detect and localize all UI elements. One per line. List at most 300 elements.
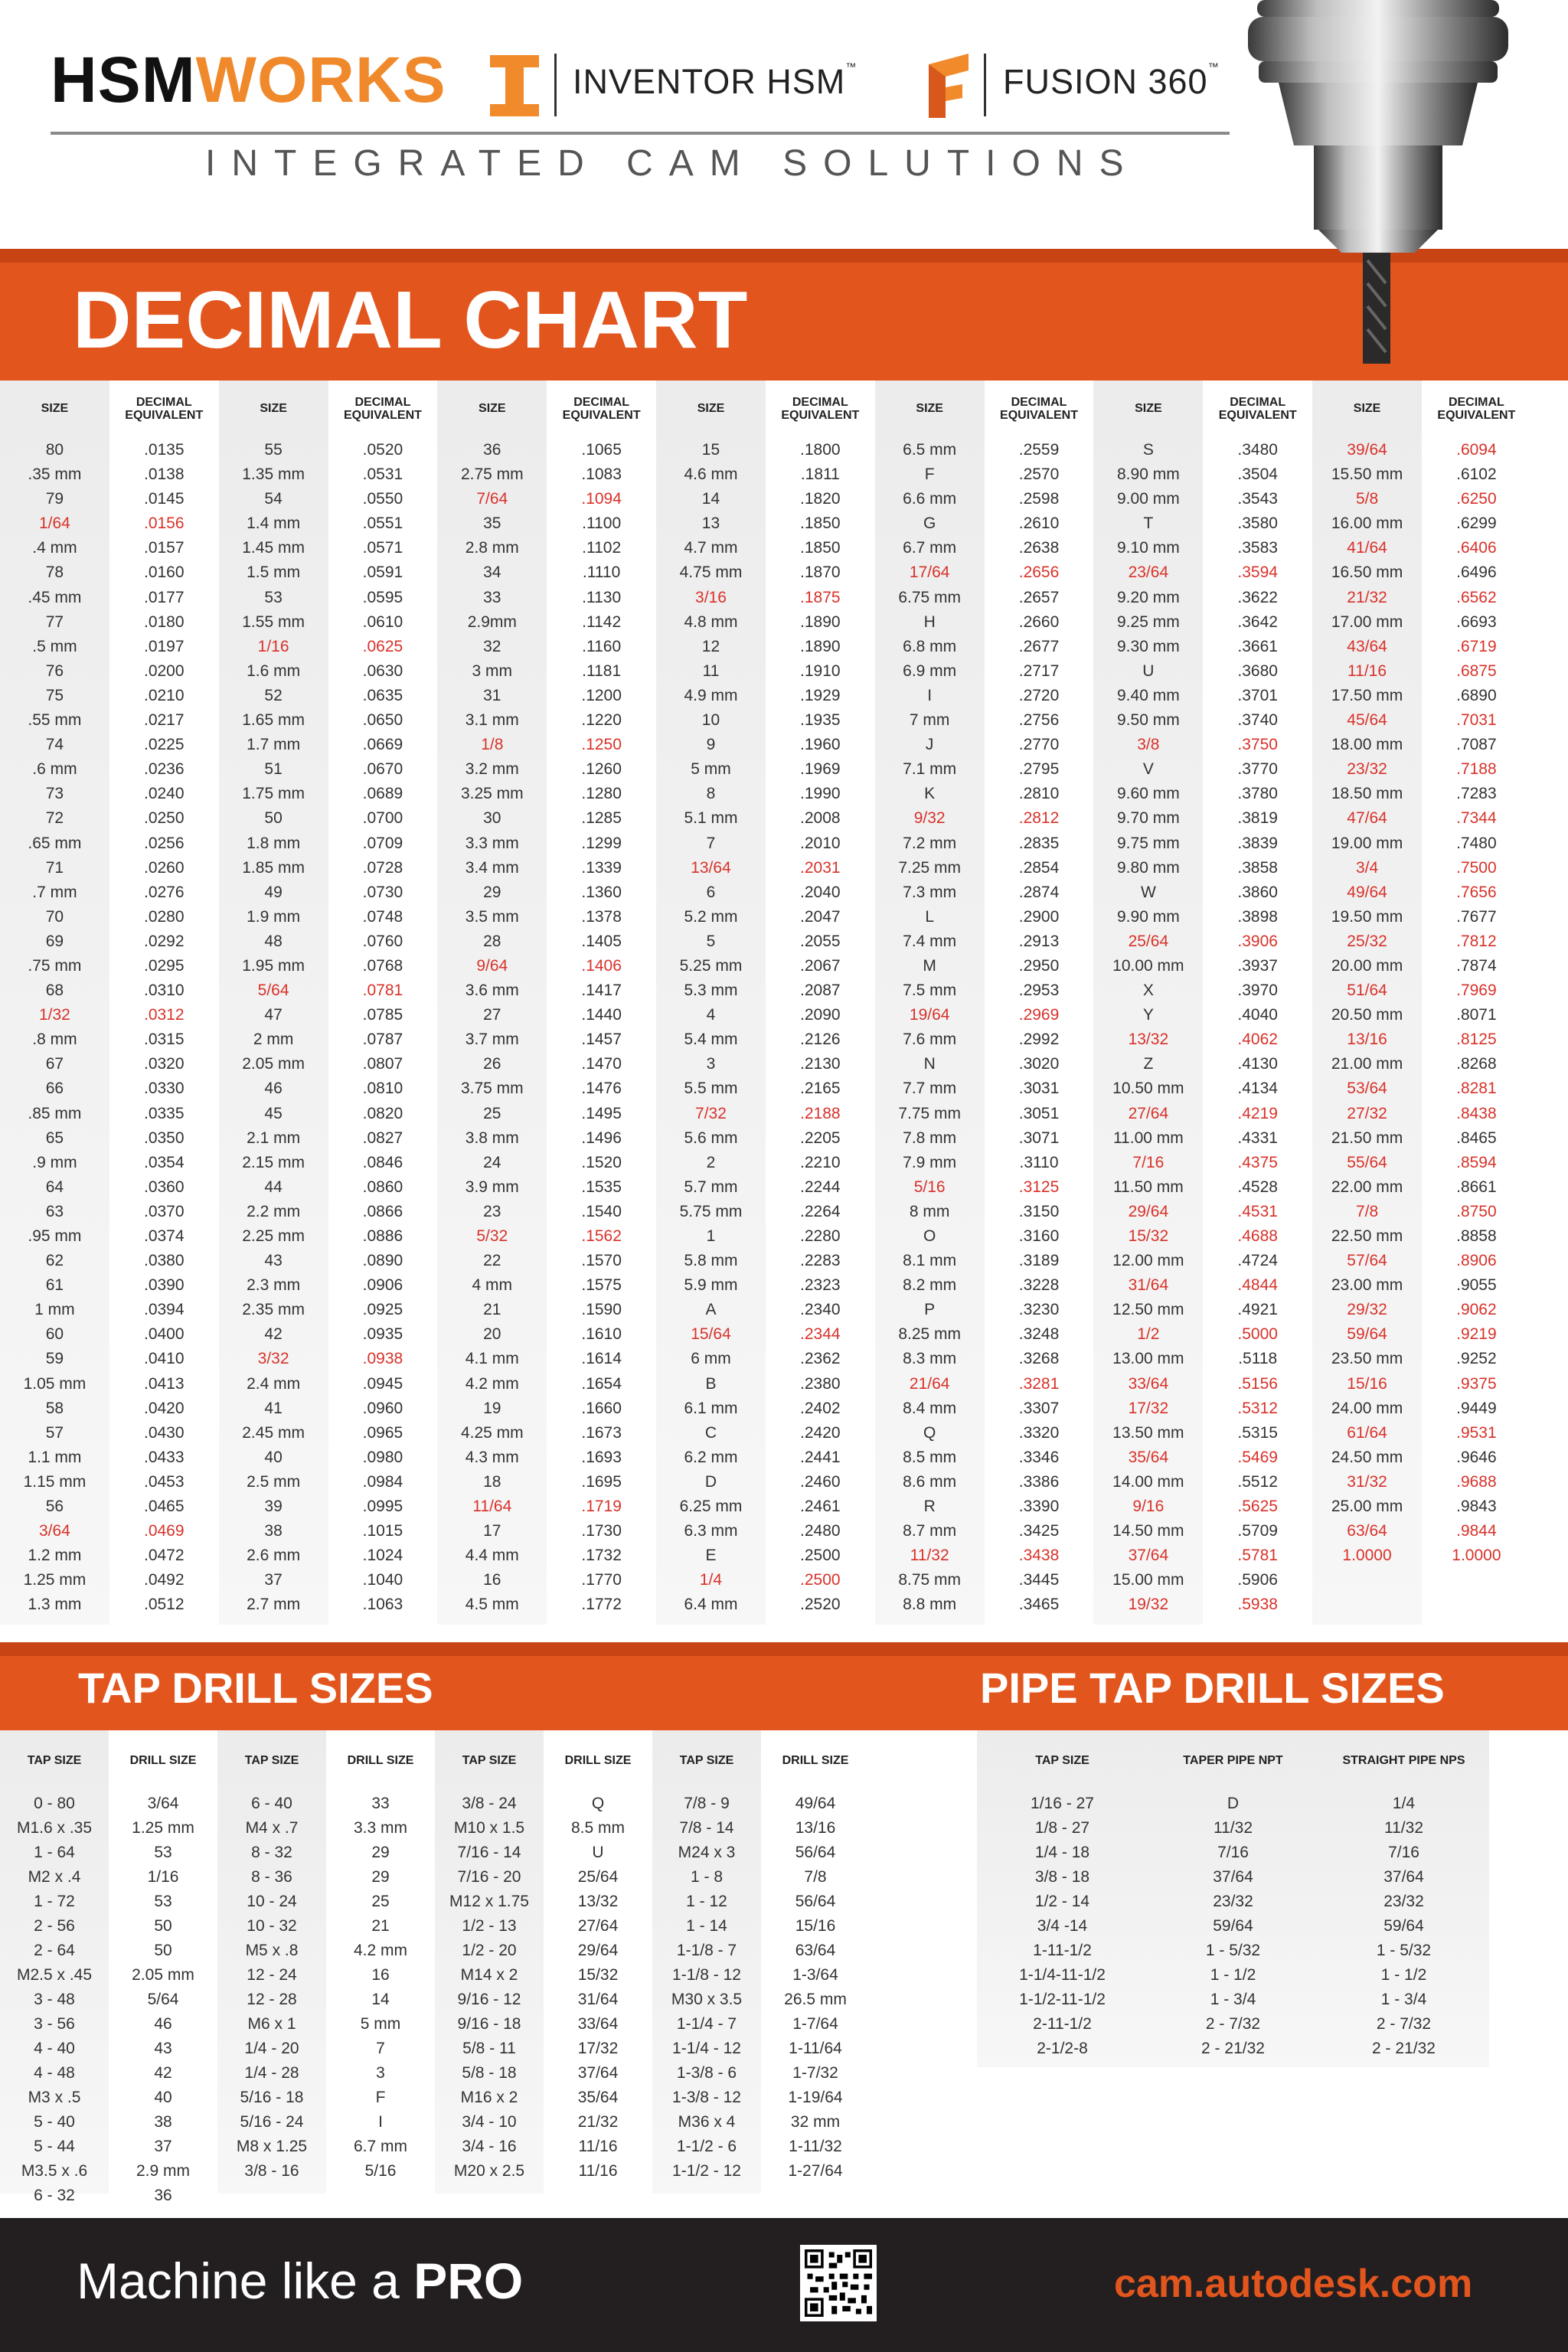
table-cell: 1.2 mm <box>28 1547 82 1565</box>
table-cell: M10 x 1.5 <box>453 1819 525 1837</box>
table-cell: 50 <box>264 809 283 828</box>
table-cell: 1.0000 <box>1452 1547 1501 1565</box>
table-cell: .0945 <box>362 1374 403 1393</box>
table-cell: 23/32 <box>1383 1893 1424 1910</box>
table-cell: 2 <box>706 1153 716 1171</box>
table-cell: .0890 <box>362 1252 403 1270</box>
table-cell: .3680 <box>1237 662 1278 680</box>
table-cell: 27/32 <box>1347 1104 1387 1122</box>
table-cell: M20 x 2.5 <box>453 2162 525 2180</box>
table-cell: .3642 <box>1237 612 1278 631</box>
fusion-360-label: FUSION 360™ <box>1003 60 1220 101</box>
table-cell: 7.2 mm <box>903 834 957 852</box>
table-cell: .85 mm <box>28 1104 82 1122</box>
table-cell: 1/32 <box>38 1006 70 1024</box>
table-cell: 79 <box>45 490 64 508</box>
table-cell: 1.25 mm <box>23 1571 87 1589</box>
table-cell: .0390 <box>143 1276 185 1295</box>
table-cell: 71 <box>45 858 64 877</box>
table-cell: .2280 <box>800 1227 841 1245</box>
table-cell: 1.65 mm <box>242 711 305 730</box>
table-cell: .2854 <box>1018 858 1060 877</box>
table-cell: .3543 <box>1237 490 1278 508</box>
table-cell: .3819 <box>1237 809 1278 828</box>
table-cell: 1.8 mm <box>247 834 301 852</box>
table-cell: 8.5 mm <box>903 1448 957 1466</box>
table-cell: 8 <box>706 785 716 803</box>
table-cell: .6562 <box>1456 588 1497 606</box>
table-cell: .0669 <box>362 736 403 754</box>
table-cell: .2500 <box>800 1547 841 1565</box>
table-cell: 16 <box>371 1966 390 1984</box>
table-cell: 41/64 <box>1347 539 1387 557</box>
table-cell: .7812 <box>1456 932 1497 950</box>
table-cell: .0630 <box>362 662 403 680</box>
table-cell: .4219 <box>1237 1104 1278 1122</box>
table-cell: .8594 <box>1456 1153 1497 1171</box>
decimal-column <box>1422 381 1531 1625</box>
table-cell: .0995 <box>362 1498 403 1516</box>
table-cell: .0965 <box>362 1423 403 1442</box>
table-cell: H <box>923 612 936 631</box>
table-cell: 49/64 <box>795 1795 836 1812</box>
table-cell: 30 <box>483 809 501 828</box>
table-cell: .2205 <box>800 1129 841 1147</box>
table-cell: 51/64 <box>1347 982 1387 1000</box>
table-cell: .1200 <box>581 686 622 704</box>
table-cell: .1495 <box>581 1104 622 1122</box>
table-cell: 5.4 mm <box>684 1031 738 1049</box>
table-cell: .1100 <box>582 514 622 533</box>
table-cell: 12 <box>701 637 720 655</box>
table-cell: 8 - 36 <box>251 1868 292 1886</box>
table-cell: 1.1 mm <box>28 1448 82 1466</box>
table-cell: 7.8 mm <box>903 1129 957 1147</box>
table-cell: .1496 <box>581 1129 622 1147</box>
table-cell: M1.6 x .35 <box>16 1819 93 1837</box>
table-cell: .0728 <box>362 858 403 877</box>
table-cell: 59 <box>45 1350 64 1368</box>
table-cell: 15/16 <box>1347 1374 1387 1393</box>
table-cell: 15/32 <box>577 1966 619 1984</box>
column-header: DECIMAL EQUIVALENT <box>562 395 641 422</box>
table-cell: 4.7 mm <box>684 539 738 557</box>
table-cell: .3125 <box>1018 1178 1060 1196</box>
table-cell: 73 <box>45 785 64 803</box>
table-cell: .0180 <box>143 612 185 631</box>
table-cell: .0433 <box>143 1448 185 1466</box>
size-column <box>437 381 547 1625</box>
table-cell: .2795 <box>1018 760 1060 779</box>
table-cell: 1 - 1/2 <box>1380 1966 1427 1984</box>
table-cell: 16.00 mm <box>1331 514 1403 533</box>
column-header: TAP SIZE <box>244 1753 299 1767</box>
table-cell: 1-7/64 <box>792 2015 838 2033</box>
table-cell: K <box>924 785 936 803</box>
table-cell: 26.5 mm <box>784 1991 847 2008</box>
table-cell: .0138 <box>143 466 185 484</box>
table-cell: .3230 <box>1018 1301 1060 1319</box>
table-cell: .2874 <box>1018 883 1060 901</box>
table-cell: 9/16 <box>1132 1498 1165 1516</box>
table-cell: .2344 <box>800 1325 841 1344</box>
table-cell: 7.4 mm <box>903 932 957 950</box>
table-cell: 36 <box>483 441 501 459</box>
table-cell: 13/16 <box>795 1819 836 1837</box>
table-cell: 45/64 <box>1347 711 1387 730</box>
table-cell: .0807 <box>362 1055 403 1073</box>
column-header: DECIMAL EQUIVALENT <box>343 395 422 422</box>
table-cell: 3/8 - 24 <box>462 1795 517 1812</box>
column-cells <box>1093 438 1203 1618</box>
table-cell: .2210 <box>800 1153 841 1171</box>
table-cell: .0730 <box>362 883 403 901</box>
tap-size-column <box>435 1730 544 2194</box>
table-cell: .0160 <box>143 564 185 582</box>
table-cell: 3.8 mm <box>465 1129 519 1147</box>
table-cell: 6.9 mm <box>903 662 957 680</box>
table-cell: 3.3 mm <box>465 834 519 852</box>
table-cell: 3/4 - 16 <box>462 2138 517 2155</box>
table-cell: .5512 <box>1237 1472 1278 1491</box>
table-cell: .1015 <box>362 1522 403 1540</box>
table-cell: 7 <box>706 834 716 852</box>
table-cell: .3465 <box>1018 1596 1060 1614</box>
column-header: SIZE <box>1353 402 1381 416</box>
table-cell: 65 <box>45 1129 64 1147</box>
table-cell: .3020 <box>1018 1055 1060 1073</box>
table-cell: 25.00 mm <box>1331 1498 1403 1516</box>
table-cell: 1.5 mm <box>247 564 301 582</box>
table-cell: 1.25 mm <box>132 1819 194 1837</box>
table-cell: 56/64 <box>795 1893 836 1910</box>
table-cell: 50 <box>154 1917 172 1935</box>
table-cell: .0295 <box>143 956 185 975</box>
table-cell: 48 <box>264 932 283 950</box>
table-cell: .0145 <box>143 490 185 508</box>
table-cell: 1-1/2 - 6 <box>676 2138 737 2155</box>
table-cell: 3.7 mm <box>465 1031 519 1049</box>
table-cell: 29/64 <box>1128 1202 1169 1220</box>
table-cell: .2480 <box>800 1522 841 1540</box>
table-cell: .2812 <box>1018 809 1060 828</box>
table-cell: .0374 <box>143 1227 185 1245</box>
column-cells <box>109 438 219 1618</box>
table-cell: .1719 <box>581 1498 622 1516</box>
table-cell: F <box>375 2089 386 2106</box>
pipe-column <box>977 1730 1148 2067</box>
table-cell: .2677 <box>1018 637 1060 655</box>
table-cell: 37/64 <box>1213 1868 1253 1886</box>
table-cell: 6.6 mm <box>903 490 957 508</box>
table-cell: 26 <box>483 1055 501 1073</box>
table-cell: .1654 <box>581 1374 622 1393</box>
table-cell: 1-11-1/2 <box>1033 1942 1092 1959</box>
table-cell: .2638 <box>1018 539 1060 557</box>
table-cell: .2835 <box>1018 834 1060 852</box>
table-cell: M6 x 1 <box>247 2015 296 2033</box>
table-cell: Q <box>923 1423 936 1442</box>
divider <box>984 54 986 116</box>
table-cell: .1890 <box>800 637 841 655</box>
table-cell: .2950 <box>1018 956 1060 975</box>
column-header: SIZE <box>697 402 725 416</box>
table-cell: 10.00 mm <box>1112 956 1184 975</box>
table-cell: .2992 <box>1018 1031 1060 1049</box>
table-cell: .5156 <box>1237 1374 1278 1393</box>
table-cell: 57/64 <box>1347 1252 1387 1270</box>
table-cell: 11/32 <box>1214 1819 1253 1837</box>
table-cell: B <box>705 1374 717 1393</box>
table-cell: 2.1 mm <box>247 1129 301 1147</box>
table-cell: 1.75 mm <box>242 785 305 803</box>
drill-size-column <box>761 1730 870 2194</box>
table-cell: .9688 <box>1456 1472 1497 1491</box>
table-cell: 7/16 <box>1388 1844 1419 1861</box>
table-cell: .8 mm <box>32 1031 77 1049</box>
table-cell: .5315 <box>1237 1423 1278 1442</box>
table-cell: .0591 <box>362 564 403 582</box>
table-cell: 1-1/4 - 12 <box>672 2040 741 2057</box>
table-cell: 11.00 mm <box>1112 1129 1184 1147</box>
table-cell: 5.25 mm <box>679 956 743 975</box>
table-cell: 1.6 mm <box>247 662 301 680</box>
table-cell: 10 <box>701 711 720 730</box>
table-cell: .0925 <box>362 1301 403 1319</box>
table-cell: 11 <box>702 662 720 680</box>
table-cell: 2 mm <box>253 1031 294 1049</box>
table-cell: .1220 <box>581 711 622 730</box>
table-cell: 1/2 <box>1137 1325 1160 1344</box>
table-cell: 2.35 mm <box>242 1301 305 1319</box>
table-cell: .2660 <box>1018 612 1060 631</box>
table-cell: 2 - 7/32 <box>1205 2015 1261 2033</box>
table-cell: 38 <box>264 1522 283 1540</box>
table-cell: .0610 <box>362 612 403 631</box>
table-cell: M <box>923 956 936 975</box>
table-cell: .5781 <box>1237 1547 1278 1565</box>
table-cell: .7480 <box>1456 834 1497 852</box>
table-cell: .0225 <box>143 736 185 754</box>
table-cell: 6.5 mm <box>903 441 957 459</box>
table-cell: .0938 <box>362 1350 403 1368</box>
column-cells <box>328 438 438 1618</box>
fusion-360-icon <box>923 54 970 118</box>
table-cell: .65 mm <box>28 834 82 852</box>
table-cell: 21 <box>483 1301 501 1319</box>
table-cell: 1/4 - 28 <box>244 2064 299 2082</box>
table-cell: .1850 <box>800 539 841 557</box>
table-cell: 35/64 <box>577 2089 619 2106</box>
table-cell: .9843 <box>1456 1498 1497 1516</box>
table-cell: 7.6 mm <box>903 1031 957 1049</box>
table-cell: 32 mm <box>790 2113 841 2131</box>
table-cell: .3031 <box>1018 1080 1060 1098</box>
table-cell: L <box>925 907 935 926</box>
table-cell: .8125 <box>1456 1031 1497 1049</box>
table-cell: .7969 <box>1456 982 1497 1000</box>
table-cell: .0984 <box>362 1472 403 1491</box>
column-cells <box>437 438 547 1618</box>
table-cell: 32 <box>483 637 501 655</box>
table-cell: 17/64 <box>909 564 950 582</box>
table-cell: 9.25 mm <box>1117 612 1180 631</box>
table-cell: 23 <box>483 1202 501 1220</box>
table-cell: 33 <box>483 588 501 606</box>
table-cell: .7188 <box>1456 760 1497 779</box>
table-cell: .0820 <box>362 1104 403 1122</box>
table-cell: .3937 <box>1237 956 1278 975</box>
table-cell: 19 <box>483 1399 501 1417</box>
table-cell: 37 <box>154 2138 172 2155</box>
table-cell: .0635 <box>362 686 403 704</box>
table-cell: .1440 <box>581 1006 622 1024</box>
table-cell: .3189 <box>1018 1252 1060 1270</box>
table-cell: .9844 <box>1456 1522 1497 1540</box>
table-cell: 33/64 <box>1128 1374 1169 1393</box>
table-cell: .2969 <box>1018 1006 1060 1024</box>
table-cell: .1405 <box>581 932 622 950</box>
table-cell: 14.50 mm <box>1112 1522 1184 1540</box>
column-cells <box>326 1792 435 2184</box>
table-cell: 2.15 mm <box>242 1153 305 1171</box>
table-cell: .1870 <box>800 564 841 582</box>
table-cell: .0157 <box>143 539 185 557</box>
table-cell: .0310 <box>143 982 185 1000</box>
table-cell: .2340 <box>800 1301 841 1319</box>
table-cell: .0709 <box>362 834 403 852</box>
table-cell: .0469 <box>143 1522 185 1540</box>
table-cell: 61/64 <box>1347 1423 1387 1442</box>
table-cell: 6 - 32 <box>34 2187 75 2204</box>
table-cell: 15/32 <box>1128 1227 1169 1245</box>
table-cell: 5.8 mm <box>684 1252 738 1270</box>
table-cell: .9531 <box>1456 1423 1497 1442</box>
table-cell: J <box>925 736 934 754</box>
table-cell: .1800 <box>800 441 841 459</box>
table-cell: 1.05 mm <box>23 1374 87 1393</box>
table-cell: 9.50 mm <box>1117 711 1180 730</box>
table-cell: .2810 <box>1018 785 1060 803</box>
table-cell: .2165 <box>800 1080 841 1098</box>
table-cell: 7/8 - 14 <box>679 1819 734 1837</box>
table-cell: .1811 <box>800 466 840 484</box>
table-cell: 1 - 72 <box>34 1893 75 1910</box>
table-cell: .45 mm <box>28 588 82 606</box>
table-cell: .3425 <box>1018 1522 1060 1540</box>
table-cell: .1535 <box>581 1178 622 1196</box>
decimal-column <box>1203 381 1312 1625</box>
table-cell: 9.20 mm <box>1117 588 1180 606</box>
table-cell: .0781 <box>362 982 403 1000</box>
table-cell: 2.9mm <box>467 612 517 631</box>
table-cell: 9.80 mm <box>1117 858 1180 877</box>
table-cell: 46 <box>264 1080 283 1098</box>
table-cell: .1575 <box>581 1276 622 1295</box>
table-cell: 66 <box>45 1080 64 1098</box>
table-cell: .0748 <box>362 907 403 926</box>
decimal-chart-title: DECIMAL CHART <box>73 275 748 365</box>
table-cell: V <box>1142 760 1154 779</box>
table-cell: 24 <box>483 1153 501 1171</box>
column-header: DRILL SIZE <box>347 1753 414 1767</box>
table-cell: .0472 <box>143 1547 185 1565</box>
table-cell: .4375 <box>1237 1153 1278 1171</box>
qr-code[interactable] <box>800 2245 877 2321</box>
table-cell: .8858 <box>1456 1227 1497 1245</box>
column-header: DRILL SIZE <box>782 1753 849 1767</box>
column-cells <box>1422 438 1531 1568</box>
table-cell: 24.00 mm <box>1331 1399 1403 1417</box>
table-cell: .1693 <box>581 1448 622 1466</box>
table-cell: .6496 <box>1456 564 1497 582</box>
table-cell: W <box>1140 883 1156 901</box>
table-cell: .5000 <box>1237 1325 1278 1344</box>
table-cell: .1770 <box>581 1571 622 1589</box>
table-cell: .2460 <box>800 1472 841 1491</box>
table-cell: 12.50 mm <box>1112 1301 1184 1319</box>
table-cell: .0394 <box>143 1301 185 1319</box>
table-cell: 7.75 mm <box>898 1104 962 1122</box>
column-cells <box>1148 1792 1318 2061</box>
table-cell: 1/8 <box>481 736 504 754</box>
table-cell: 3/32 <box>257 1350 289 1368</box>
table-cell: .5118 <box>1238 1350 1278 1368</box>
column-cells <box>875 438 985 1618</box>
table-cell: 3 mm <box>472 662 513 680</box>
table-cell: .2598 <box>1018 490 1060 508</box>
table-cell: 4 mm <box>472 1276 513 1295</box>
table-cell: .6299 <box>1456 514 1497 533</box>
table-cell: 1.3 mm <box>28 1596 82 1614</box>
table-cell: 13/32 <box>577 1893 619 1910</box>
table-cell: .3858 <box>1237 858 1278 877</box>
table-cell: .0670 <box>362 760 403 779</box>
table-cell: 2 - 7/32 <box>1376 2015 1432 2033</box>
table-cell: 6 - 40 <box>251 1795 292 1812</box>
column-header: SIZE <box>479 402 506 416</box>
table-cell: 3.1 mm <box>465 711 519 730</box>
pipe-tap-drill-table <box>977 1730 1490 2067</box>
table-cell: 3.4 mm <box>465 858 519 877</box>
column-header: TAP SIZE <box>1035 1753 1089 1767</box>
table-cell: .1094 <box>581 490 622 508</box>
table-cell: 29 <box>483 883 501 901</box>
table-cell: 7.9 mm <box>903 1153 957 1171</box>
table-cell: 5 - 40 <box>34 2113 75 2131</box>
table-cell: .1540 <box>581 1202 622 1220</box>
table-cell: 11.50 mm <box>1112 1178 1184 1196</box>
table-cell: .2008 <box>800 809 841 828</box>
table-cell: 13/64 <box>691 858 731 877</box>
decimal-chart-table <box>0 381 1568 1625</box>
table-cell: .0866 <box>362 1202 403 1220</box>
table-cell: M12 x 1.75 <box>449 1893 529 1910</box>
qr-code-icon <box>805 2249 872 2317</box>
table-cell: .1929 <box>800 686 841 704</box>
website-link[interactable]: cam.autodesk.com <box>1114 2262 1473 2306</box>
table-cell: M30 x 3.5 <box>671 1991 743 2008</box>
table-cell: 8.75 mm <box>898 1571 962 1589</box>
table-cell: 1/4 - 18 <box>1034 1844 1090 1861</box>
table-cell: R <box>923 1498 936 1516</box>
table-cell: .6 mm <box>32 760 77 779</box>
table-cell: 9.90 mm <box>1117 907 1180 926</box>
table-cell: 1 - 5/32 <box>1205 1942 1261 1959</box>
table-cell: .3150 <box>1018 1202 1060 1220</box>
table-cell: .0906 <box>362 1276 403 1295</box>
table-cell: .1520 <box>581 1153 622 1171</box>
